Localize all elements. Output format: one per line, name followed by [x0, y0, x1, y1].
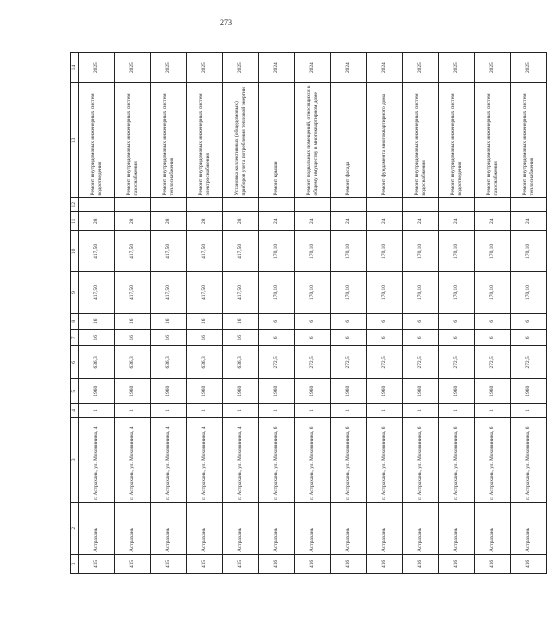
empty-cell	[475, 198, 511, 212]
rotated-table-wrapper	[70, 52, 535, 574]
work-type-cell: Ремонт фасада	[331, 83, 367, 198]
work-type-cell: Ремонт фундамента многоквартирного дома	[367, 83, 403, 198]
year-cell: 1960	[187, 379, 223, 404]
year-cell: 1960	[223, 379, 259, 404]
residents-cell: 16	[79, 313, 115, 329]
year-plan-cell: 2024	[295, 53, 331, 83]
column-number: 7	[71, 330, 79, 346]
settlement-cell: Астрахань	[331, 502, 367, 554]
residents-cell: 6	[295, 313, 331, 329]
year-cell: 1960	[511, 379, 547, 404]
table-row	[79, 53, 115, 574]
capital-repair-table	[70, 52, 547, 574]
year-cell: 1960	[475, 379, 511, 404]
settlement-cell: Астрахань	[439, 502, 475, 554]
address-cell: г. Астрахань, ул. Моховинина, 6	[403, 417, 439, 502]
area-cell: 636,3	[223, 346, 259, 379]
row-number-cell: 415	[79, 554, 115, 573]
column-number: 2	[71, 502, 79, 554]
buildings-cell: 1	[187, 404, 223, 418]
area-cell: 272,5	[367, 346, 403, 379]
year-plan-cell: 2025	[403, 53, 439, 83]
year-plan-cell: 2025	[439, 53, 475, 83]
table-row	[259, 53, 295, 574]
work-type-cell: Ремонт внутридомовых инженерных систем газоснабжения	[115, 83, 151, 198]
settlement-cell: Астрахань	[223, 502, 259, 554]
column-number: 1	[71, 554, 79, 573]
table-row	[115, 53, 151, 574]
address-cell: г. Астрахань, ул. Моховинина, 6	[439, 417, 475, 502]
settlement-cell: Астрахань	[403, 502, 439, 554]
apartments-cell: 6	[367, 330, 403, 346]
buildings-cell: 1	[259, 404, 295, 418]
column-number: 3	[71, 417, 79, 502]
count-cell: 24	[295, 212, 331, 231]
work-type-cell: Ремонт подвальных помещений, относящихся к общему имуществу в многоквартирном доме	[295, 83, 331, 198]
column-number: 14	[71, 53, 79, 83]
work-type-cell: Ремонт внутридомовых инженерных систем электроснабжения	[187, 83, 223, 198]
cost-a-cell: 417,50	[223, 272, 259, 313]
cost-a-cell: 417,50	[79, 272, 115, 313]
row-number-cell: 416	[295, 554, 331, 573]
residents-cell: 6	[367, 313, 403, 329]
settlement-cell: Астрахань	[115, 502, 151, 554]
table-body	[71, 53, 547, 574]
year-cell: 1960	[439, 379, 475, 404]
address-cell: г. Астрахань, ул. Моховинина, 4	[79, 417, 115, 502]
buildings-cell: 1	[367, 404, 403, 418]
cost-a-cell: 170,10	[259, 272, 295, 313]
empty-cell	[331, 198, 367, 212]
apartments-cell: 6	[259, 330, 295, 346]
residents-cell: 6	[259, 313, 295, 329]
year-plan-cell: 2024	[259, 53, 295, 83]
residents-cell: 16	[151, 313, 187, 329]
cost-b-cell: 170,10	[439, 231, 475, 272]
empty-cell	[403, 198, 439, 212]
cost-a-cell: 170,10	[439, 272, 475, 313]
count-cell: 28	[187, 212, 223, 231]
area-cell: 636,3	[79, 346, 115, 379]
buildings-cell: 1	[79, 404, 115, 418]
row-number-cell: 415	[151, 554, 187, 573]
work-type-cell: Ремонт внутридомовых инженерных систем водоотведения	[439, 83, 475, 198]
cost-b-cell: 170,10	[295, 231, 331, 272]
address-cell: г. Астрахань, ул. Моховинина, 6	[331, 417, 367, 502]
cost-a-cell: 170,10	[331, 272, 367, 313]
row-number-cell: 416	[331, 554, 367, 573]
cost-a-cell: 417,50	[115, 272, 151, 313]
table-row	[367, 53, 403, 574]
row-number-cell: 416	[367, 554, 403, 573]
cost-b-cell: 170,10	[259, 231, 295, 272]
empty-cell	[439, 198, 475, 212]
row-number-cell: 416	[475, 554, 511, 573]
address-cell: г. Астрахань, ул. Моховинина, 4	[187, 417, 223, 502]
row-number-cell: 416	[403, 554, 439, 573]
count-cell: 24	[403, 212, 439, 231]
year-plan-cell: 2025	[511, 53, 547, 83]
residents-cell: 16	[115, 313, 151, 329]
apartments-cell: 6	[403, 330, 439, 346]
apartments-cell: 16	[115, 330, 151, 346]
column-number: 13	[71, 83, 79, 198]
year-cell: 1960	[79, 379, 115, 404]
cost-b-cell: 417,50	[115, 231, 151, 272]
work-type-cell: Ремонт внутридомовых инженерных систем газоснабжения	[475, 83, 511, 198]
cost-a-cell: 417,50	[151, 272, 187, 313]
table-row	[331, 53, 367, 574]
buildings-cell: 1	[331, 404, 367, 418]
column-number: 8	[71, 313, 79, 329]
empty-cell	[259, 198, 295, 212]
year-plan-cell: 2025	[151, 53, 187, 83]
address-cell: г. Астрахань, ул. Моховинина, 6	[511, 417, 547, 502]
count-cell: 28	[151, 212, 187, 231]
count-cell: 28	[79, 212, 115, 231]
cost-a-cell: 170,10	[295, 272, 331, 313]
residents-cell: 6	[475, 313, 511, 329]
area-cell: 636,3	[115, 346, 151, 379]
address-cell: г. Астрахань, ул. Моховинина, 4	[151, 417, 187, 502]
row-number-cell: 415	[187, 554, 223, 573]
empty-cell	[223, 198, 259, 212]
apartments-cell: 16	[187, 330, 223, 346]
area-cell: 272,5	[475, 346, 511, 379]
cost-b-cell: 170,10	[511, 231, 547, 272]
apartments-cell: 16	[79, 330, 115, 346]
address-cell: г. Астрахань, ул. Моховинина, 4	[115, 417, 151, 502]
year-plan-cell: 2024	[367, 53, 403, 83]
settlement-cell: Астрахань	[511, 502, 547, 554]
column-number: 10	[71, 231, 79, 272]
column-number: 6	[71, 346, 79, 379]
address-cell: г. Астрахань, ул. Моховинина, 6	[475, 417, 511, 502]
table-row	[295, 53, 331, 574]
empty-cell	[511, 198, 547, 212]
cost-b-cell: 170,10	[331, 231, 367, 272]
cost-a-cell: 417,50	[187, 272, 223, 313]
settlement-cell: Астрахань	[79, 502, 115, 554]
work-type-cell: Ремонт внутридомовых инженерных систем теплоснабжения	[151, 83, 187, 198]
table-row	[439, 53, 475, 574]
buildings-cell: 1	[403, 404, 439, 418]
address-cell: г. Астрахань, ул. Моховинина, 6	[367, 417, 403, 502]
empty-cell	[151, 198, 187, 212]
work-type-cell: Ремонт внутридомовых инженерных систем водоотведения	[79, 83, 115, 198]
table-row	[187, 53, 223, 574]
cost-b-cell: 170,10	[367, 231, 403, 272]
area-cell: 272,5	[439, 346, 475, 379]
residents-cell: 6	[331, 313, 367, 329]
year-cell: 1960	[115, 379, 151, 404]
area-cell: 636,3	[151, 346, 187, 379]
count-cell: 24	[367, 212, 403, 231]
empty-cell	[295, 198, 331, 212]
page-number: 273	[220, 18, 232, 27]
row-number-cell: 416	[511, 554, 547, 573]
area-cell: 272,5	[331, 346, 367, 379]
table-row	[151, 53, 187, 574]
work-type-cell: Ремонт внутридомовых инженерных систем теплоснабжения	[511, 83, 547, 198]
table-row	[403, 53, 439, 574]
settlement-cell: Астрахань	[367, 502, 403, 554]
apartments-cell: 6	[439, 330, 475, 346]
table-row	[475, 53, 511, 574]
residents-cell: 16	[187, 313, 223, 329]
cost-b-cell: 417,50	[151, 231, 187, 272]
year-plan-cell: 2025	[223, 53, 259, 83]
year-plan-cell: 2025	[79, 53, 115, 83]
work-type-cell: Ремонт внутридомовых инженерных систем водоснабжения	[403, 83, 439, 198]
cost-a-cell: 170,10	[403, 272, 439, 313]
apartments-cell: 16	[223, 330, 259, 346]
settlement-cell: Астрахань	[295, 502, 331, 554]
count-cell: 28	[223, 212, 259, 231]
work-type-cell: Установка коллективных (общедомовых) приборов учета потребления тепловой энергии	[223, 83, 259, 198]
year-cell: 1960	[295, 379, 331, 404]
buildings-cell: 1	[115, 404, 151, 418]
cost-a-cell: 170,10	[367, 272, 403, 313]
cost-b-cell: 170,10	[403, 231, 439, 272]
row-number-cell: 416	[259, 554, 295, 573]
address-cell: г. Астрахань, ул. Моховинина, 6	[259, 417, 295, 502]
year-plan-cell: 2025	[115, 53, 151, 83]
area-cell: 272,5	[259, 346, 295, 379]
year-cell: 1960	[403, 379, 439, 404]
residents-cell: 6	[511, 313, 547, 329]
table-row	[511, 53, 547, 574]
buildings-cell: 1	[511, 404, 547, 418]
count-cell: 24	[331, 212, 367, 231]
cost-b-cell: 170,10	[475, 231, 511, 272]
area-cell: 636,3	[187, 346, 223, 379]
apartments-cell: 6	[475, 330, 511, 346]
year-cell: 1960	[151, 379, 187, 404]
buildings-cell: 1	[223, 404, 259, 418]
buildings-cell: 1	[439, 404, 475, 418]
count-cell: 24	[259, 212, 295, 231]
cost-b-cell: 417,50	[223, 231, 259, 272]
row-number-cell: 415	[115, 554, 151, 573]
column-number: 5	[71, 379, 79, 404]
work-type-cell: Ремонт крыши	[259, 83, 295, 198]
area-cell: 272,5	[403, 346, 439, 379]
address-cell: г. Астрахань, ул. Моховинина, 4	[223, 417, 259, 502]
buildings-cell: 1	[295, 404, 331, 418]
cost-b-cell: 417,50	[79, 231, 115, 272]
settlement-cell: Астрахань	[151, 502, 187, 554]
year-cell: 1960	[367, 379, 403, 404]
row-number-cell: 416	[439, 554, 475, 573]
buildings-cell: 1	[475, 404, 511, 418]
count-cell: 24	[511, 212, 547, 231]
column-number: 11	[71, 212, 79, 231]
empty-cell	[79, 198, 115, 212]
empty-cell	[187, 198, 223, 212]
residents-cell: 6	[403, 313, 439, 329]
year-plan-cell: 2024	[331, 53, 367, 83]
empty-cell	[115, 198, 151, 212]
apartments-cell: 6	[295, 330, 331, 346]
area-cell: 272,5	[511, 346, 547, 379]
year-cell: 1960	[331, 379, 367, 404]
table-row	[223, 53, 259, 574]
row-number-cell: 415	[223, 554, 259, 573]
apartments-cell: 16	[151, 330, 187, 346]
settlement-cell: Астрахань	[259, 502, 295, 554]
residents-cell: 6	[439, 313, 475, 329]
cost-a-cell: 170,10	[511, 272, 547, 313]
column-number: 9	[71, 272, 79, 313]
column-number: 12	[71, 198, 79, 212]
year-cell: 1960	[259, 379, 295, 404]
count-cell: 24	[475, 212, 511, 231]
count-cell: 24	[439, 212, 475, 231]
area-cell: 272,5	[295, 346, 331, 379]
column-number: 4	[71, 404, 79, 418]
year-plan-cell: 2025	[187, 53, 223, 83]
empty-cell	[367, 198, 403, 212]
apartments-cell: 6	[511, 330, 547, 346]
year-plan-cell: 2025	[475, 53, 511, 83]
residents-cell: 16	[223, 313, 259, 329]
column-number-row	[71, 53, 79, 574]
buildings-cell: 1	[151, 404, 187, 418]
count-cell: 28	[115, 212, 151, 231]
apartments-cell: 6	[331, 330, 367, 346]
cost-b-cell: 417,50	[187, 231, 223, 272]
settlement-cell: Астрахань	[187, 502, 223, 554]
settlement-cell: Астрахань	[475, 502, 511, 554]
cost-a-cell: 170,10	[475, 272, 511, 313]
address-cell: г. Астрахань, ул. Моховинина, 6	[295, 417, 331, 502]
